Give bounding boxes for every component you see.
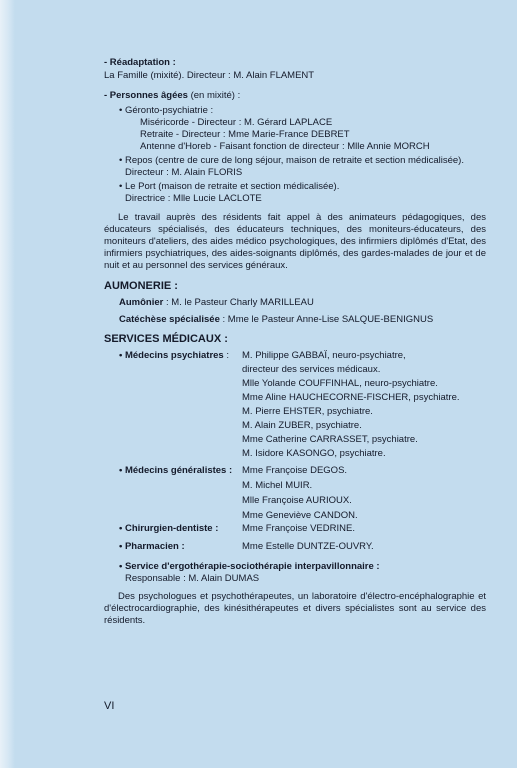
port-director: Directrice : Mlle Lucie LACLOTE xyxy=(125,193,262,204)
gen-item: Mme Françoise DEGOS. xyxy=(242,465,348,476)
personnes-agees-suffix: (en mixité) : xyxy=(187,90,241,101)
psy-item: Mlle Yolande COUFFINHAL, neuro-psychiatre. xyxy=(242,378,438,389)
specialists-paragraph: Des psychologues et psychothérapeutes, un laboratoire d'électro-encéphalographie et d'électrocardiographie, des kinésithérapeutes et divers spécialistes sont au service des résidents. xyxy=(104,591,486,626)
port-title: • Le Port (maison de retraite et section médicalisée). xyxy=(119,181,340,192)
psychiatres-colon: : xyxy=(223,350,229,361)
aumonier-line xyxy=(119,297,314,309)
catechese-label: Catéchèse spécialisée xyxy=(119,314,220,325)
readaptation-line: La Famille (mixité). Directeur : M. Alain FLAMENT xyxy=(104,70,315,81)
readaptation-heading: - Réadaptation : xyxy=(104,57,176,68)
personnes-agees-title: - Personnes âgées xyxy=(104,90,188,101)
catechese-line xyxy=(119,314,433,326)
staff-paragraph: Le travail auprès des résidents fait appel à des animateurs pédagogiques, des éducateurs spécialisés, des éducateurs techniques, des moniteurs-éducateurs, des moniteurs d'ateliers, des aides médico psychologiques, des infirmiers diplômés d'Etat, des infirmiers psychiatriques, des aides-soignants diplômés, des gardes-malades de jour et de nuit et au personnel des services généraux. xyxy=(104,212,486,271)
page-edge xyxy=(0,0,15,768)
dentiste-label: • Chirurgien-dentiste : xyxy=(119,523,219,534)
page-number: VI xyxy=(104,700,115,712)
gen-item: M. Michel MUIR. xyxy=(242,480,313,491)
ergotherapie-value: Responsable : M. Alain DUMAS xyxy=(125,573,260,584)
personnes-agees-heading xyxy=(104,90,240,102)
generalistes-label: • Médecins généralistes : xyxy=(119,465,233,476)
aumonerie-heading: AUMONERIE : xyxy=(104,280,178,292)
aumonier-label: Aumônier xyxy=(119,297,164,308)
pharmacien-label: • Pharmacien : xyxy=(119,541,185,552)
repos-director: Directeur : M. Alain FLORIS xyxy=(125,167,243,178)
psychiatres-label: • Médecins psychiatres xyxy=(119,350,224,361)
pharmacien-value: Mme Estelle DUNTZE-OUVRY. xyxy=(242,541,374,552)
gen-item: Mme Geneviève CANDON. xyxy=(242,510,358,521)
gen-item: Mlle Françoise AURIOUX. xyxy=(242,495,352,506)
geronto-line: Miséricorde - Directeur : M. Gérard LAPLACE xyxy=(140,117,333,128)
ergotherapie-label: • Service d'ergothérapie-sociothérapie interpavillonnaire : xyxy=(119,561,380,572)
psy-item: M. Alain ZUBER, psychiatre. xyxy=(242,420,362,431)
geronto-line: Antenne d'Horeb - Faisant fonction de directeur : Mlle Annie MORCH xyxy=(140,141,430,152)
catechese-value: : Mme le Pasteur Anne-Lise SALQUE-BENIGNUS xyxy=(219,314,434,325)
psy-item: directeur des services médicaux. xyxy=(242,364,381,375)
psy-item: Mme Catherine CARRASSET, psychiatre. xyxy=(242,434,418,445)
psy-item: Mme Aline HAUCHECORNE-FISCHER, psychiatre. xyxy=(242,392,460,403)
aumonier-value: : M. le Pasteur Charly MARILLEAU xyxy=(163,297,314,308)
geronto-title: • Géronto-psychiatrie : xyxy=(119,105,214,116)
psy-item: M. Philippe GABBAÏ, neuro-psychiatre, xyxy=(242,350,406,361)
geronto-line: Retraite - Directeur : Mme Marie-France DEBRET xyxy=(140,129,350,140)
services-medicaux-heading: SERVICES MÉDICAUX : xyxy=(104,333,228,345)
psychiatres-label-line xyxy=(119,350,229,362)
repos-title: • Repos (centre de cure de long séjour, maison de retraite et section médicalisée). xyxy=(119,155,464,166)
dentiste-value: Mme Françoise VEDRINE. xyxy=(242,523,355,534)
psy-item: M. Pierre EHSTER, psychiatre. xyxy=(242,406,373,417)
psy-item: M. Isidore KASONGO, psychiatre. xyxy=(242,448,386,459)
